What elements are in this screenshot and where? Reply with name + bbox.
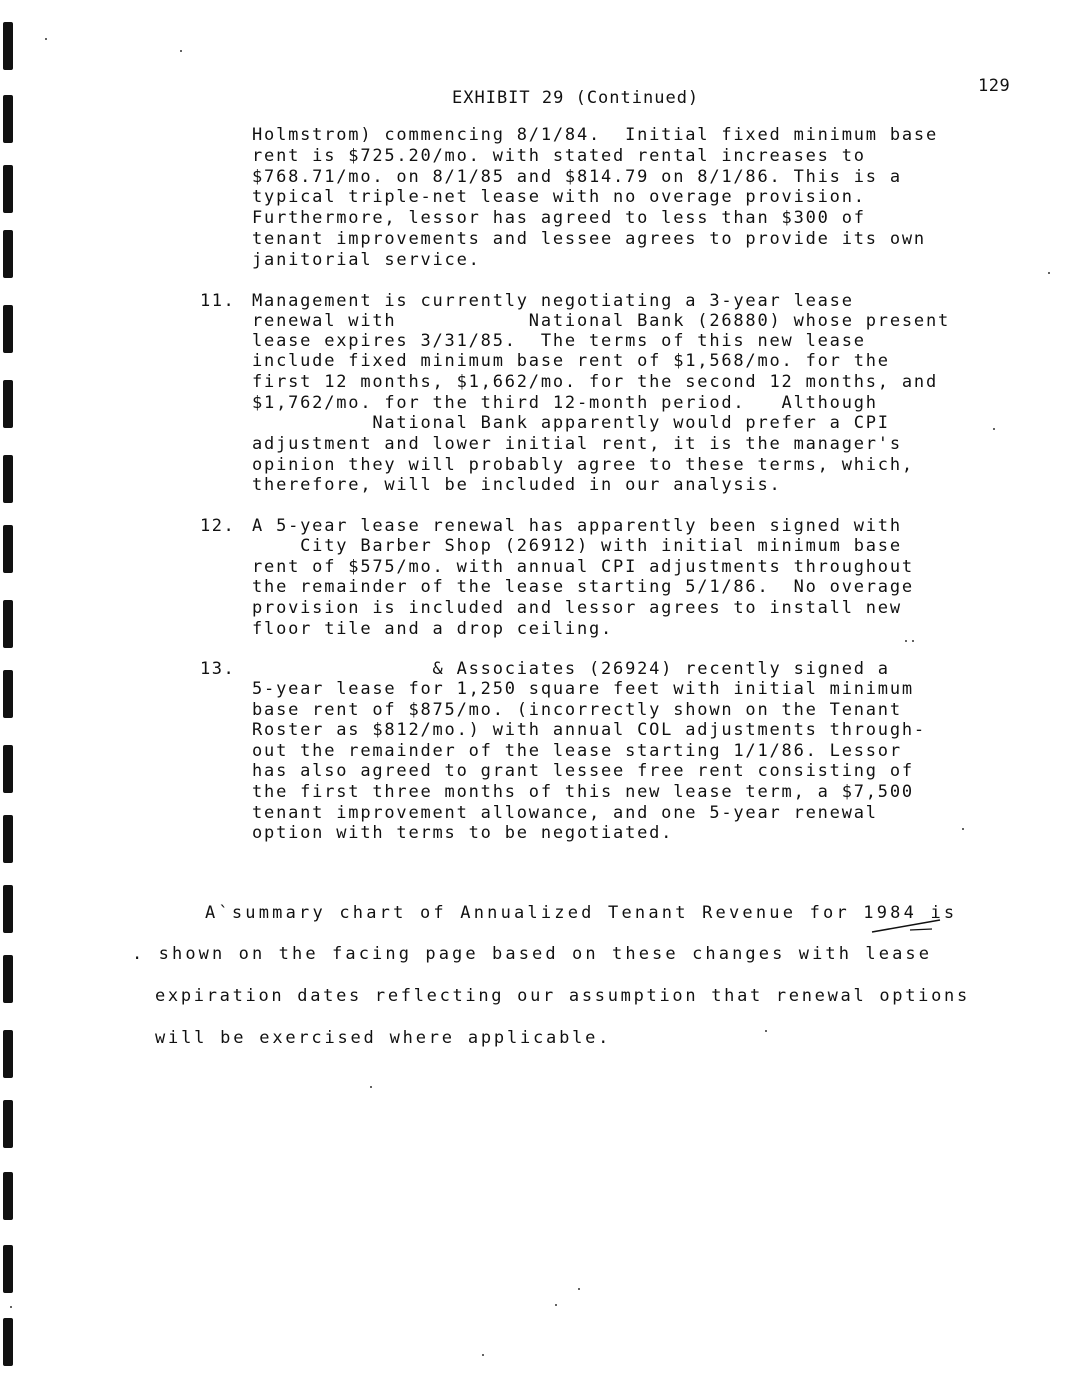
text-line: has also agreed to grant lessee free rent consisting of <box>252 761 914 781</box>
binder-mark <box>3 1318 13 1366</box>
scan-speck <box>180 50 182 52</box>
scan-speck <box>912 640 914 642</box>
scan-speck <box>10 1306 12 1308</box>
binder-mark <box>3 230 13 278</box>
exhibit-title: EXHIBIT 29 (Continued) <box>452 88 700 108</box>
scan-speck <box>993 428 995 430</box>
item-number: 12. <box>200 516 236 536</box>
text-line: $1,762/mo. for the third 12-month period. Although <box>252 393 878 413</box>
text-line: out the remainder of the lease starting 1/1/86. Lessor <box>252 741 902 761</box>
text-line: option with terms to be negotiated. <box>252 823 674 843</box>
binder-mark <box>3 885 13 933</box>
binder-mark <box>3 1172 13 1220</box>
text-line: rent of $575/mo. with annual CPI adjustments throughout <box>252 557 914 577</box>
scan-speck <box>962 828 964 830</box>
scan-speck <box>555 1304 557 1306</box>
page-number: 129 <box>978 76 1011 96</box>
binder-hole-marks <box>0 0 20 1380</box>
text-line: Roster as $812/mo.) with annual COL adjustments through- <box>252 720 926 740</box>
text-line: lease expires 3/31/85. The terms of this new lease <box>252 331 866 351</box>
text-line: floor tile and a drop ceiling. <box>252 619 614 639</box>
binder-mark <box>3 455 13 503</box>
text-line: Holmstrom) commencing 8/1/84. Initial fixed minimum base <box>252 125 938 145</box>
binder-mark <box>3 745 13 793</box>
text-line: janitorial service. <box>252 250 481 270</box>
text-line: renewal with National Bank (26880) whose present <box>252 311 951 331</box>
scan-speck <box>370 1086 372 1088</box>
binder-mark <box>3 815 13 863</box>
text-line: Management is currently negotiating a 3-year lease <box>252 291 854 311</box>
binder-mark <box>3 1100 13 1148</box>
scan-speck <box>482 1354 484 1356</box>
summary-line: A`summary chart of Annualized Tenant Revenue for 1984 is <box>205 903 958 923</box>
text-line: opinion they will probably agree to these terms, which, <box>252 455 914 475</box>
binder-mark <box>3 670 13 718</box>
binder-mark <box>3 955 13 1003</box>
scan-speck <box>578 1288 580 1290</box>
text-line: base rent of $875/mo. (incorrectly shown on the Tenant <box>252 700 902 720</box>
text-line: & Associates (26924) recently signed a <box>252 659 890 679</box>
text-line: National Bank apparently would prefer a CPI <box>252 413 890 433</box>
scan-speck <box>765 1030 767 1032</box>
text-line: tenant improvement allowance, and one 5-year renewal <box>252 803 878 823</box>
scan-speck <box>905 640 907 642</box>
binder-mark <box>3 22 13 70</box>
text-line: Furthermore, lessor has agreed to less than $300 of <box>252 208 866 228</box>
text-line: tenant improvements and lessee agrees to provide its own <box>252 229 926 249</box>
binder-mark <box>3 380 13 428</box>
text-line: the remainder of the lease starting 5/1/86. No overage <box>252 577 914 597</box>
text-line: provision is included and lessor agrees to install new <box>252 598 902 618</box>
binder-mark <box>3 95 13 143</box>
text-line: rent is $725.20/mo. with stated rental increases to <box>252 146 866 166</box>
text-line: the first three months of this new lease term, a $7,500 <box>252 782 914 802</box>
binder-mark <box>3 525 13 573</box>
item-number: 13. <box>200 659 236 679</box>
binder-mark <box>3 165 13 213</box>
binder-mark <box>3 600 13 648</box>
summary-line: . shown on the facing page based on these changes with lease <box>132 944 933 964</box>
text-line: typical triple-net lease with no overage provision. <box>252 187 866 207</box>
summary-line: will be exercised where applicable. <box>155 1028 612 1048</box>
summary-line: expiration dates reflecting our assumption that renewal options <box>155 986 970 1006</box>
binder-mark <box>3 305 13 353</box>
text-line: include fixed minimum base rent of $1,568/mo. for the <box>252 351 890 371</box>
text-line: A 5-year lease renewal has apparently been signed with <box>252 516 902 536</box>
text-line: adjustment and lower initial rent, it is the manager's <box>252 434 902 454</box>
binder-mark <box>3 1245 13 1293</box>
text-line: City Barber Shop (26912) with initial minimum base <box>252 536 902 556</box>
scan-speck <box>45 38 47 40</box>
scan-speck <box>1048 272 1050 274</box>
handwritten-underline <box>870 918 942 934</box>
text-line: therefore, will be included in our analysis. <box>252 475 782 495</box>
item-number: 11. <box>200 291 236 311</box>
binder-mark <box>3 1030 13 1078</box>
text-line: 5-year lease for 1,250 square feet with initial minimum <box>252 679 914 699</box>
text-line: first 12 months, $1,662/mo. for the second 12 months, and <box>252 372 938 392</box>
text-line: $768.71/mo. on 8/1/85 and $814.79 on 8/1/86. This is a <box>252 167 902 187</box>
